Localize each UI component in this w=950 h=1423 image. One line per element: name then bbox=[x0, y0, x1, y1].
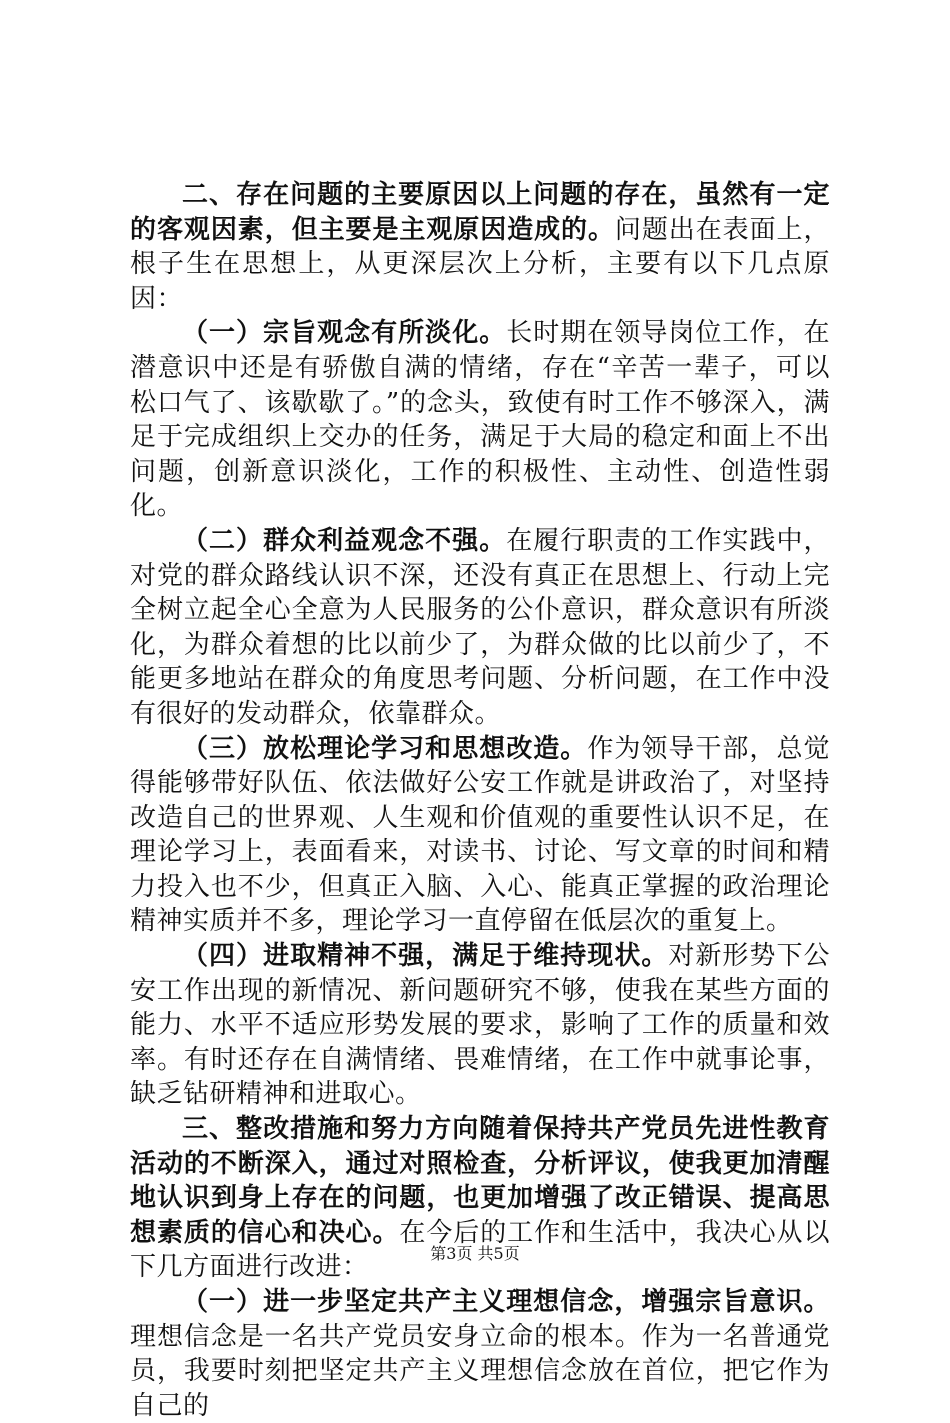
paragraph-text: 长时期在领导岗位工作，在潜意识中还是有骄傲自满的情绪，存在“辛苦一辈子，可以松口气了、该歇歇了。”的念头，致使有时工作不够深入，满足于完成组织上交办的任务，满足于大局的稳定和面上不出问题，创新意识淡化，工作的积极性、主动性、创造性弱化。 bbox=[130, 318, 830, 522]
paragraph-measure-1 bbox=[130, 1285, 830, 1423]
paragraph-heading: （一）宗旨观念有所淡化。 bbox=[182, 318, 507, 349]
paragraph-heading: 三、整改措施和努力方向随着保持共产党员先进性教育活动的不断深入，通过对照检查，分析评议，使我更加清醒地认识到身上存在的问题，也更加增强了改正错误、提高思想素质的信心和决心。 bbox=[130, 1114, 830, 1248]
paragraph-heading: 二、存在问题的主要原因以上问题的存在，虽然有一定的客观因素，但主要是主观原因造成的。 bbox=[130, 180, 830, 245]
paragraph-text: 理想信念是一名共产党员安身立命的根本。作为一名普通党员，我要时刻把坚定共产主义理想信念放在首位，把它作为自己的 bbox=[130, 1321, 830, 1421]
paragraph-text: 在今后的工作和生活中，我决心从以下几方面进行改进： bbox=[130, 1217, 830, 1283]
paragraph-cause-4 bbox=[130, 939, 830, 1112]
paragraph-text: 问题出在表面上，根子生在思想上，从更深层次上分析，主要有以下几点原因： bbox=[130, 214, 830, 314]
paragraph-text: 对新形势下公安工作出现的新情况、新问题研究不够，使我在某些方面的能力、水平不适应形势发展的要求，影响了工作的质量和效率。有时还存在自满情绪、畏难情绪，在工作中就事论事，缺乏钻研精神和进取心。 bbox=[130, 941, 830, 1110]
paragraph-heading: （四）进取精神不强，满足于维持现状。 bbox=[182, 941, 669, 972]
paragraph-cause-2 bbox=[130, 524, 830, 732]
paragraph-main-causes bbox=[130, 178, 830, 316]
paragraph-heading: （一）进一步坚定共产主义理想信念，增强宗旨意识。 bbox=[182, 1287, 830, 1317]
paragraph-text: 作为领导干部，总觉得能够带好队伍、依法做好公安工作就是讲政治了，对坚持改造自己的世界观、人生观和价值观的重要性认识不足，在理论学习上，表面看来，对读书、讨论、写文章的时间和精力投入也不少，但真正入脑、入心、能真正掌握的政治理论精神实质并不多，理论学习一直停留在低层次的重复上。 bbox=[130, 733, 830, 937]
paragraph-heading: （三）放松理论学习和思想改造。 bbox=[182, 733, 588, 764]
document-body bbox=[130, 178, 830, 1423]
page-number-footer: 第3页 共5页 bbox=[430, 1244, 520, 1263]
paragraph-cause-3 bbox=[130, 732, 830, 940]
paragraph-text: 在履行职责的工作实践中，对党的群众路线认识不深，还没有真正在思想上、行动上完全树立起全心全意为人民服务的公仆意识，群众意识有所淡化，为群众着想的比以前少了，为群众做的比以前少了，不能更多地站在群众的角度思考问题、分析问题，在工作中没有很好的发动群众，依靠群众。 bbox=[130, 525, 830, 729]
paragraph-heading: （二）群众利益观念不强。 bbox=[182, 525, 507, 556]
paragraph-cause-1 bbox=[130, 316, 830, 524]
